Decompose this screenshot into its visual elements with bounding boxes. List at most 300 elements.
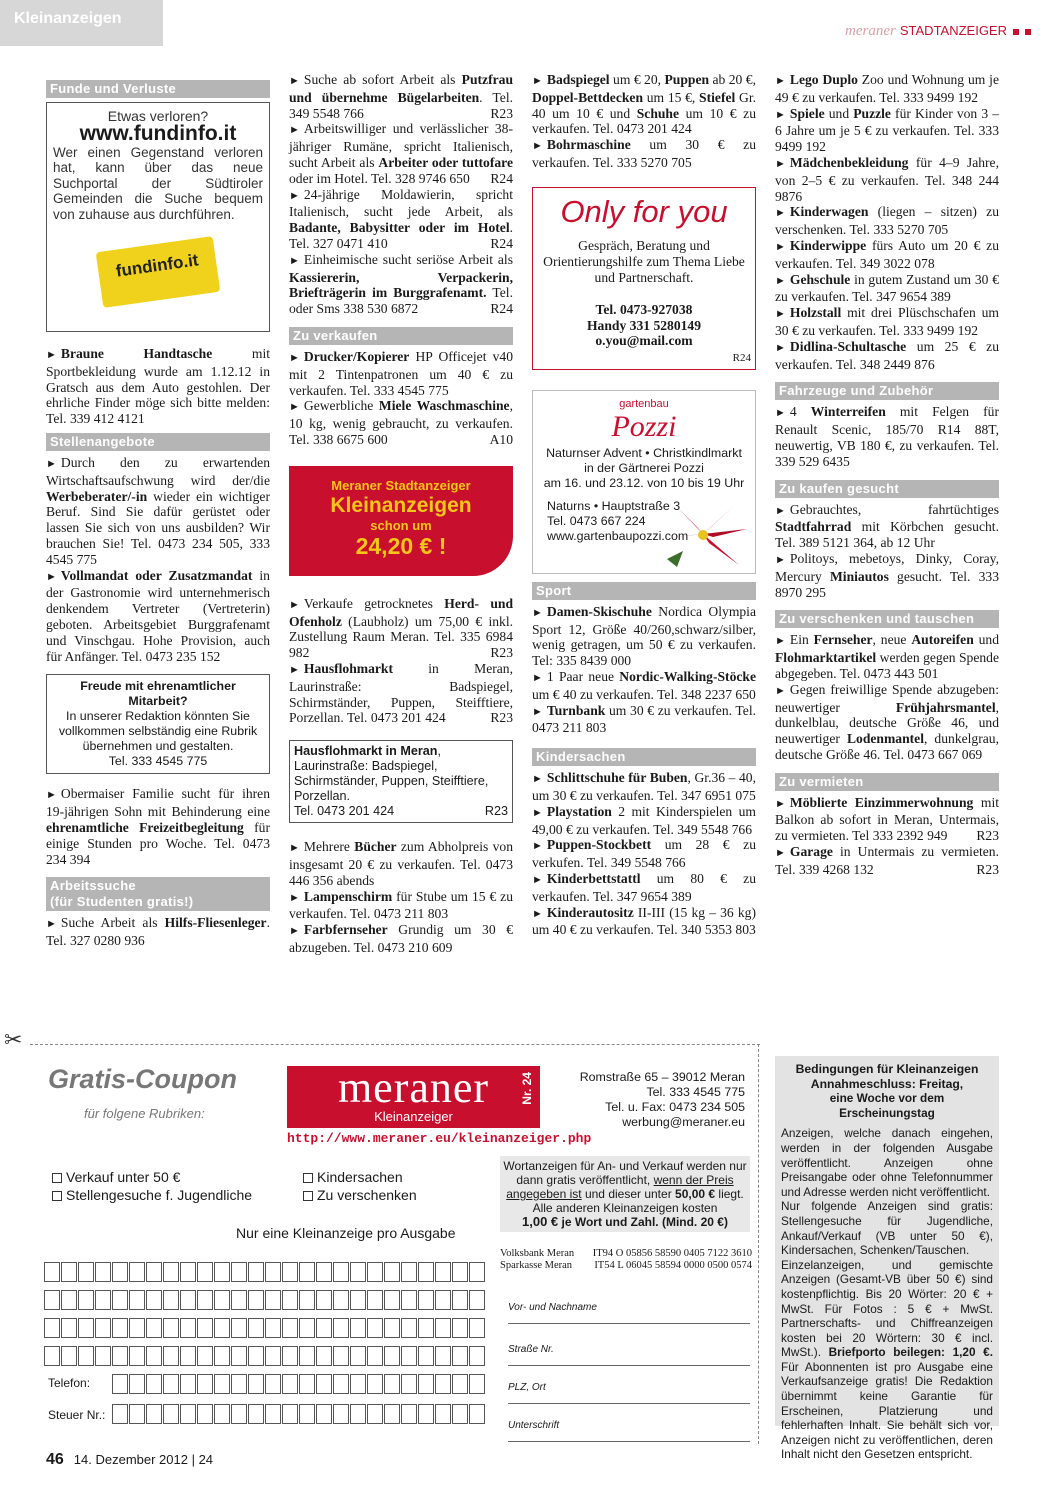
- price-text: Alle anderen Kleinanzeigen kosten: [532, 1201, 718, 1215]
- ad-keyword: Kinderbettstattl: [546, 870, 641, 886]
- checkbox-icon[interactable]: [52, 1173, 62, 1183]
- ad-text: in Meran, Laurinstraße: Badspiegel, Schirmständer, Puppen, Steifftiere, Porzellan. Tel. 0473 201 424: [289, 660, 513, 726]
- ad-text: (Laubholz) um 75,00 € inkl. Zustellung Raum Meran. Tel. 335 6984 982: [289, 613, 513, 661]
- address-line: Tel. 333 4545 775: [646, 1085, 745, 1099]
- ad-text: um € 40 zu verkaufen. Tel. 348 2237 650: [532, 686, 756, 702]
- grid-cell[interactable]: [333, 1374, 349, 1394]
- column-4: [775, 72, 999, 878]
- list-item: [46, 455, 270, 568]
- grid-cell[interactable]: [146, 1346, 162, 1366]
- brand-prefix: meraner: [845, 23, 896, 39]
- grid-cell[interactable]: [214, 1318, 230, 1338]
- grid-cell[interactable]: [333, 1262, 349, 1282]
- grid-cell[interactable]: [401, 1318, 417, 1338]
- check-kindersachen[interactable]: [303, 1168, 417, 1186]
- ad-text: . Tel. 349 5548 766: [289, 89, 513, 121]
- list-item: [775, 72, 999, 106]
- triangle-bullet-icon: ►: [289, 925, 300, 938]
- ad-text: um € 20,: [609, 72, 665, 87]
- grid-cell[interactable]: [129, 1290, 145, 1310]
- triangle-bullet-icon: ►: [289, 663, 300, 676]
- grid-cell[interactable]: [401, 1346, 417, 1366]
- address-block: [580, 1070, 745, 1130]
- grid-cell[interactable]: [418, 1346, 434, 1366]
- price-text: je Wort und Zahl. (Mind.: [558, 1215, 701, 1229]
- ad-text: um 28 € zu verkufen. Tel. 349 5548 766: [532, 837, 756, 871]
- grid-cell[interactable]: [112, 1374, 128, 1394]
- grid-cell[interactable]: [282, 1318, 298, 1338]
- grid-cell[interactable]: [180, 1262, 196, 1282]
- grid-cell[interactable]: [384, 1318, 400, 1338]
- column-1: [46, 72, 270, 949]
- conditions-deadline: Annahmeschluss: Freitag,: [810, 1076, 964, 1091]
- triangle-bullet-icon: ►: [46, 918, 57, 931]
- grid-cell[interactable]: [248, 1374, 264, 1394]
- fundinfo-card-logo: [96, 236, 221, 308]
- triangle-bullet-icon: ►: [289, 189, 300, 202]
- grid-cell[interactable]: [180, 1374, 196, 1394]
- list-item: [289, 252, 513, 317]
- name-field[interactable]: [508, 1300, 750, 1324]
- pozzi-ad: [532, 390, 756, 574]
- list-item: [775, 106, 999, 155]
- ad-text: gesucht. Tel. 333 8970 295: [775, 568, 1000, 600]
- conditions-text: Für Abonnenten ist pro Ausgabe eine Verkaufsanzeige gratis! Die Redaktion übernimmt keine Garantie für Erscheinen, Platzierung und fehlerhaften Inhalt. Sie behält sich vor, Anzeigen nicht zu veröffentlichen, deren Inhalt nicht den Gesetzen entspricht.: [781, 1359, 993, 1462]
- grid-cell[interactable]: [129, 1318, 145, 1338]
- grid-cell[interactable]: [401, 1374, 417, 1394]
- ad-keyword: Badspiegel: [546, 72, 610, 87]
- grid-cell[interactable]: [299, 1318, 315, 1338]
- grid-cell[interactable]: [265, 1290, 281, 1310]
- section-subtitle: (für Studenten gratis!): [50, 894, 194, 910]
- grid-cell[interactable]: [452, 1374, 468, 1394]
- ad-text: Suche ab sofort Arbeit als: [303, 72, 462, 87]
- ad-text: Suche Arbeit als: [60, 915, 165, 931]
- grid-cell[interactable]: [367, 1404, 383, 1424]
- grid-cell[interactable]: [350, 1290, 366, 1310]
- grid-cell[interactable]: [452, 1290, 468, 1310]
- ad-keyword: Flohmarktartikel: [775, 650, 877, 666]
- grid-cell[interactable]: [316, 1346, 332, 1366]
- grid-cell[interactable]: [282, 1346, 298, 1366]
- grid-cell[interactable]: [282, 1262, 298, 1282]
- triangle-bullet-icon: ►: [775, 274, 786, 287]
- triangle-bullet-icon: ►: [532, 840, 543, 853]
- grid-cell[interactable]: [248, 1262, 264, 1282]
- triangle-bullet-icon: ►: [775, 635, 786, 648]
- square-icon: [1013, 29, 1019, 35]
- grid-cell[interactable]: [44, 1290, 60, 1310]
- grid-cell[interactable]: [265, 1404, 281, 1424]
- grid-cell[interactable]: [197, 1262, 213, 1282]
- grid-cell[interactable]: [469, 1374, 485, 1394]
- ad-keyword: Bücher: [354, 839, 397, 855]
- grid-cell[interactable]: [282, 1374, 298, 1394]
- fundinfo-url: www.fundinfo.it: [79, 121, 237, 145]
- grid-cell[interactable]: [197, 1374, 213, 1394]
- ad-text: werden gegen Spende abgegeben. Tel. 0473 443 501: [775, 650, 999, 681]
- ad-text: , Gr.36 – 40, um 30 € zu verkaufen. Tel. 347 6951 075: [532, 770, 756, 803]
- pozzi-line: Naturnser Advent • Christkindlmarkt: [546, 445, 742, 460]
- coupon-url-link[interactable]: http://www.meraner.eu/kleinanzeiger.php: [287, 1131, 592, 1146]
- grid-cell[interactable]: [61, 1290, 77, 1310]
- grid-cell[interactable]: [418, 1318, 434, 1338]
- bank-name: Volksbank Meran: [500, 1248, 575, 1259]
- grid-cell[interactable]: [384, 1374, 400, 1394]
- steuer-label: Steuer Nr.:: [48, 1408, 106, 1422]
- grid-cell[interactable]: [214, 1374, 230, 1394]
- grid-cell[interactable]: [146, 1404, 162, 1424]
- triangle-bullet-icon: ►: [46, 570, 57, 583]
- grid-cell[interactable]: [469, 1262, 485, 1282]
- grid-cell[interactable]: [265, 1374, 281, 1394]
- grid-cell[interactable]: [180, 1318, 196, 1338]
- grid-cell[interactable]: [350, 1318, 366, 1338]
- grid-cell[interactable]: [78, 1318, 94, 1338]
- conditions-text: Anzeigen, welche danach eingehen, werden in der folgenden Ausgabe veröffentlicht. Anzeigen ohne Preisangabe oder ohne Telefonnummer und Adresse werden nicht veröffentlicht.: [781, 1126, 993, 1199]
- grid-cell[interactable]: [231, 1262, 247, 1282]
- ad-text: Arbeitswilliger und verlässlicher 38-jähriger Rumäne, spricht Italienisch, sucht Arbeit als: [289, 121, 513, 170]
- list-item: [775, 204, 999, 238]
- price-value: 1,00 €: [522, 1214, 559, 1229]
- grid-cell[interactable]: [435, 1346, 451, 1366]
- triangle-bullet-icon: ►: [46, 789, 57, 802]
- ad-keyword: Hausflohmarkt: [303, 660, 394, 676]
- grid-cell[interactable]: [248, 1290, 264, 1310]
- grid-cell[interactable]: [350, 1374, 366, 1394]
- grid-cell[interactable]: [163, 1346, 179, 1366]
- ad-keyword: Werbeberater/-in: [46, 488, 148, 504]
- grid-cell[interactable]: [435, 1404, 451, 1424]
- grid-cell[interactable]: [214, 1346, 230, 1366]
- grid-cell[interactable]: [180, 1346, 196, 1366]
- ad-text: , dunkelgrau, deutsche Größe 46. Tel. 0473 667 069: [775, 731, 999, 762]
- grid-cell[interactable]: [435, 1374, 451, 1394]
- check-stellengesuche[interactable]: [52, 1186, 252, 1204]
- grid-cell[interactable]: [248, 1404, 264, 1424]
- grid-cell[interactable]: [299, 1374, 315, 1394]
- triangle-bullet-icon: ►: [532, 873, 543, 886]
- grid-cell[interactable]: [95, 1318, 111, 1338]
- grid-cell[interactable]: [146, 1290, 162, 1310]
- grid-cell[interactable]: [78, 1346, 94, 1366]
- grid-cell[interactable]: [333, 1290, 349, 1310]
- grid-cell[interactable]: [316, 1290, 332, 1310]
- grid-cell[interactable]: [231, 1374, 247, 1394]
- grid-cell[interactable]: [469, 1346, 485, 1366]
- ad-text: . Tel. 327 0280 936: [46, 915, 270, 949]
- grid-cell[interactable]: [95, 1290, 111, 1310]
- grid-cell[interactable]: [435, 1290, 451, 1310]
- grid-cell[interactable]: [367, 1318, 383, 1338]
- checkbox-icon[interactable]: [52, 1191, 62, 1201]
- ad-keyword: Kinderwagen: [789, 204, 869, 220]
- ad-text: in der Gastronomie wird unternehmerisch denkendem Vertreter (Vertreterin) geboten. Arbeitsgebiet Burggrafenamt und Vinschgau. Hohe Provision, auch für Anfänger. Tel. 0473 235 152: [46, 567, 270, 664]
- volunteer-heading: Freude mit ehrenamtlicher Mitarbeit?: [80, 679, 236, 709]
- grid-cell[interactable]: [418, 1374, 434, 1394]
- ad-keyword: Kinderwippe: [789, 237, 867, 253]
- grid-cell[interactable]: [163, 1318, 179, 1338]
- grid-cell[interactable]: [452, 1262, 468, 1282]
- grid-cell[interactable]: [435, 1318, 451, 1338]
- grid-cell[interactable]: [78, 1290, 94, 1310]
- grid-cell[interactable]: [180, 1290, 196, 1310]
- ad-code: A10: [489, 431, 513, 447]
- triangle-bullet-icon: ►: [289, 254, 300, 267]
- checkbox-icon[interactable]: [303, 1173, 313, 1183]
- pozzi-line: am 16. und 23.12. von 10 bis 19 Uhr: [543, 475, 745, 490]
- grid-cell[interactable]: [452, 1404, 468, 1424]
- ad-text: um 15 €,: [643, 89, 700, 105]
- grid-cell[interactable]: [163, 1262, 179, 1282]
- grid-cell[interactable]: [384, 1290, 400, 1310]
- ad-text: Nordica Olympia Sport 12, Größe 40/260,schwarz/silber, wenig getragen, um 50 € zu verkaufen. Tel: 335 8439 000: [532, 603, 756, 669]
- grid-cell[interactable]: [163, 1404, 179, 1424]
- bank-name: Sparkasse Meran: [500, 1260, 573, 1271]
- ad-text: Ein: [789, 632, 814, 648]
- category-checks-right: [303, 1168, 417, 1204]
- price-text: wenn der Preis angegeben ist: [506, 1173, 734, 1201]
- grid-cell[interactable]: [231, 1346, 247, 1366]
- telefon-label: Telefon:: [48, 1376, 91, 1390]
- ad-keyword: Stadtfahrrad: [775, 519, 852, 535]
- grid-row: [112, 1404, 486, 1426]
- grid-cell[interactable]: [350, 1262, 366, 1282]
- signature-field[interactable]: [508, 1418, 750, 1442]
- grid-cell[interactable]: [435, 1262, 451, 1282]
- grid-cell[interactable]: [452, 1346, 468, 1366]
- grid-cell[interactable]: [112, 1290, 128, 1310]
- scissors-icon: ✂: [4, 1027, 23, 1052]
- promo-line: Kleinanzeigen: [330, 493, 472, 517]
- ad-text: und: [973, 632, 1000, 648]
- check-label: Verkauf unter 50 €: [66, 1169, 181, 1185]
- ad-keyword: Kinderautositz: [546, 904, 634, 920]
- price-text: und dieser unter: [581, 1187, 676, 1201]
- triangle-bullet-icon: ►: [775, 157, 786, 170]
- grid-cell[interactable]: [452, 1318, 468, 1338]
- grid-cell[interactable]: [469, 1318, 485, 1338]
- grid-cell[interactable]: [282, 1404, 298, 1424]
- grid-cell[interactable]: [367, 1374, 383, 1394]
- conditions-deadline-sub: eine Woche vor dem Erscheinungstag: [829, 1091, 945, 1120]
- ad-text: 1 Paar neue: [546, 668, 620, 684]
- grid-cell[interactable]: [333, 1346, 349, 1366]
- grid-cell[interactable]: [333, 1318, 349, 1338]
- grid-cell[interactable]: [146, 1318, 162, 1338]
- grid-cell[interactable]: [129, 1374, 145, 1394]
- ad-text: Mehrere: [303, 839, 355, 855]
- triangle-bullet-icon: ►: [775, 553, 786, 566]
- grid-cell[interactable]: [316, 1318, 332, 1338]
- triangle-bullet-icon: ►: [532, 705, 543, 718]
- ad-code: R23: [976, 828, 999, 844]
- pozzi-logo: Pozzi: [611, 409, 677, 443]
- grid-cell[interactable]: [180, 1404, 196, 1424]
- grid-cell[interactable]: [401, 1290, 417, 1310]
- grid-row: [112, 1374, 486, 1396]
- pozzi-line: Tel. 0473 667 224: [547, 513, 646, 528]
- box-phone: Tel. 0473 201 424: [294, 804, 395, 819]
- grid-cell[interactable]: [265, 1262, 281, 1282]
- grid-cell[interactable]: [44, 1262, 60, 1282]
- ad-keyword: Frühjahrsmantel: [895, 699, 996, 715]
- grid-cell[interactable]: [163, 1290, 179, 1310]
- grid-cell[interactable]: [95, 1262, 111, 1282]
- grid-cell[interactable]: [214, 1290, 230, 1310]
- ad-text: für Kinder von 3 – 6 Jahre um je 5 € zu verkaufen. Tel. 333 9499 192: [775, 105, 1000, 155]
- list-item: [775, 272, 999, 306]
- grid-cell[interactable]: [350, 1404, 366, 1424]
- grid-cell[interactable]: [78, 1262, 94, 1282]
- list-item: [775, 795, 999, 844]
- grid-cell[interactable]: [469, 1404, 485, 1424]
- grid-cell[interactable]: [401, 1262, 417, 1282]
- grid-cell[interactable]: [384, 1262, 400, 1282]
- grid-cell[interactable]: [367, 1346, 383, 1366]
- grid-cell[interactable]: [248, 1346, 264, 1366]
- grid-cell[interactable]: [112, 1346, 128, 1366]
- grid-cell[interactable]: [350, 1346, 366, 1366]
- grid-cell[interactable]: [384, 1346, 400, 1366]
- ad-text: Verkaufe getrocknetes: [303, 595, 445, 611]
- grid-cell[interactable]: [265, 1346, 281, 1366]
- grid-cell[interactable]: [231, 1404, 247, 1424]
- grid-cell[interactable]: [197, 1318, 213, 1338]
- grid-cell[interactable]: [367, 1262, 383, 1282]
- section-tab: [0, 0, 163, 46]
- list-item: [289, 596, 513, 661]
- list-item: [46, 568, 270, 665]
- grid-cell[interactable]: [384, 1404, 400, 1424]
- ad-keyword: Lodenmantel: [846, 731, 924, 747]
- grid-cell[interactable]: [401, 1404, 417, 1424]
- ad-text: um 25 € zu verkaufen. Tel. 348 2449 876: [775, 338, 999, 372]
- grid-cell[interactable]: [44, 1346, 60, 1366]
- ad-keyword: Herd- und Ofenholz: [289, 595, 514, 629]
- grid-cell[interactable]: [299, 1404, 315, 1424]
- grid-cell[interactable]: [248, 1318, 264, 1338]
- grid-cell[interactable]: [469, 1290, 485, 1310]
- ad-text: HP Officejet v40 mit 2 Tintenpatronen um 40 € zu verkaufen. Tel. 333 4545 775: [289, 348, 513, 398]
- ad-keyword: Badante, Babysitter oder im Hotel: [289, 220, 510, 236]
- grid-cell[interactable]: [316, 1262, 332, 1282]
- grid-cell[interactable]: [299, 1346, 315, 1366]
- grid-cell[interactable]: [367, 1290, 383, 1310]
- grid-cell[interactable]: [163, 1374, 179, 1394]
- ad-keyword: Lampenschirm: [303, 888, 393, 904]
- grid-cell[interactable]: [112, 1404, 128, 1424]
- grid-cell[interactable]: [95, 1346, 111, 1366]
- promo-ad: [289, 466, 513, 576]
- pozzi-small: gartenbau: [619, 397, 669, 410]
- triangle-bullet-icon: ►: [775, 75, 786, 87]
- checkbox-icon[interactable]: [303, 1191, 313, 1201]
- grid-cell[interactable]: [61, 1318, 77, 1338]
- grid-cell[interactable]: [197, 1346, 213, 1366]
- check-verkauf[interactable]: [52, 1168, 252, 1186]
- grid-cell[interactable]: [333, 1404, 349, 1424]
- grid-cell[interactable]: [316, 1404, 332, 1424]
- bank-iban: IT54 L 06045 58594 0000 0500 0574: [594, 1260, 752, 1271]
- ad-keyword: Vollmandat oder Zusatzmandat: [60, 567, 253, 583]
- conditions-postage: Briefporto beilegen: 1,20 €.: [828, 1345, 993, 1360]
- list-item: [289, 889, 513, 923]
- list-item: [532, 804, 756, 838]
- street-field[interactable]: [508, 1342, 750, 1366]
- city-field[interactable]: [508, 1380, 750, 1404]
- ad-keyword: Kassiererin, Verpackerin, Briefträgerin im Burggrafenamt.: [289, 269, 513, 301]
- ad-keyword: Schuhe: [636, 105, 680, 121]
- cut-line: [30, 1044, 760, 1045]
- grid-cell[interactable]: [197, 1290, 213, 1310]
- grid-cell[interactable]: [316, 1374, 332, 1394]
- check-verschenken[interactable]: [303, 1186, 417, 1204]
- grid-cell[interactable]: [61, 1346, 77, 1366]
- section-zu-verschenken: Zu verschenken und tauschen: [775, 610, 999, 628]
- ad-text: (liegen – sitzen) zu verschenken. Tel. 333 5270 705: [775, 204, 999, 238]
- grid-cell[interactable]: [418, 1404, 434, 1424]
- ad-text: II-III (15 kg – 36 kg) um 40 € zu verkaufen. Tel. 340 5353 803: [532, 904, 756, 938]
- brand-header: [845, 23, 1031, 40]
- grid-cell[interactable]: [61, 1262, 77, 1282]
- grid-cell[interactable]: [44, 1318, 60, 1338]
- grid-cell[interactable]: [129, 1262, 145, 1282]
- section-arbeitssuche: [46, 877, 270, 911]
- issue-number: Nr. 24: [520, 1072, 535, 1105]
- ad-code: R23: [484, 804, 508, 819]
- volunteer-phone: Tel. 333 4545 775: [108, 754, 208, 769]
- triangle-bullet-icon: ►: [775, 207, 786, 220]
- grid-cell[interactable]: [214, 1262, 230, 1282]
- ad-keyword: Holzstall: [789, 305, 842, 321]
- list-item: [532, 72, 756, 137]
- square-icon: [1025, 29, 1031, 35]
- grid-cell[interactable]: [265, 1318, 281, 1338]
- grid-cell[interactable]: [146, 1262, 162, 1282]
- section-stellenangebote: Stellenangebote: [46, 433, 270, 451]
- ad-keyword: Doppel-Bettdecken: [532, 89, 644, 105]
- section-zu-verkaufen: Zu verkaufen: [289, 327, 513, 345]
- grid-cell[interactable]: [299, 1290, 315, 1310]
- grid-cell[interactable]: [214, 1404, 230, 1424]
- list-item: [289, 121, 513, 186]
- grid-cell[interactable]: [129, 1346, 145, 1366]
- grid-cell[interactable]: [112, 1318, 128, 1338]
- grid-cell[interactable]: [282, 1290, 298, 1310]
- grid-cell[interactable]: [418, 1290, 434, 1310]
- grid-cell[interactable]: [231, 1290, 247, 1310]
- grid-cell[interactable]: [197, 1404, 213, 1424]
- list-item: [289, 922, 513, 956]
- grid-cell[interactable]: [112, 1262, 128, 1282]
- grid-cell[interactable]: [146, 1374, 162, 1394]
- grid-cell[interactable]: [418, 1262, 434, 1282]
- grid-cell[interactable]: [129, 1404, 145, 1424]
- ad-keyword: Mädchenbekleidung: [789, 154, 909, 170]
- ad-text: , dunkelblau, deutsche Größe 46, und neuwertiger: [775, 699, 999, 747]
- grid-cell[interactable]: [299, 1262, 315, 1282]
- triangle-bullet-icon: ►: [775, 847, 786, 860]
- field-label: Unterschrift: [508, 1420, 560, 1431]
- ad-text: . Tel. 327 0471 410: [289, 220, 513, 251]
- grid-cell[interactable]: [231, 1318, 247, 1338]
- ad-keyword: Miniautos: [829, 568, 889, 584]
- ad-keyword: Puppen-Stockbett: [546, 837, 652, 853]
- ad-keyword: Turnbank: [546, 702, 606, 718]
- ad-text: in Untermais zu vermieten. Tel. 339 4268 132: [775, 844, 999, 877]
- address-line: Tel. u. Fax: 0473 234 505: [605, 1100, 745, 1114]
